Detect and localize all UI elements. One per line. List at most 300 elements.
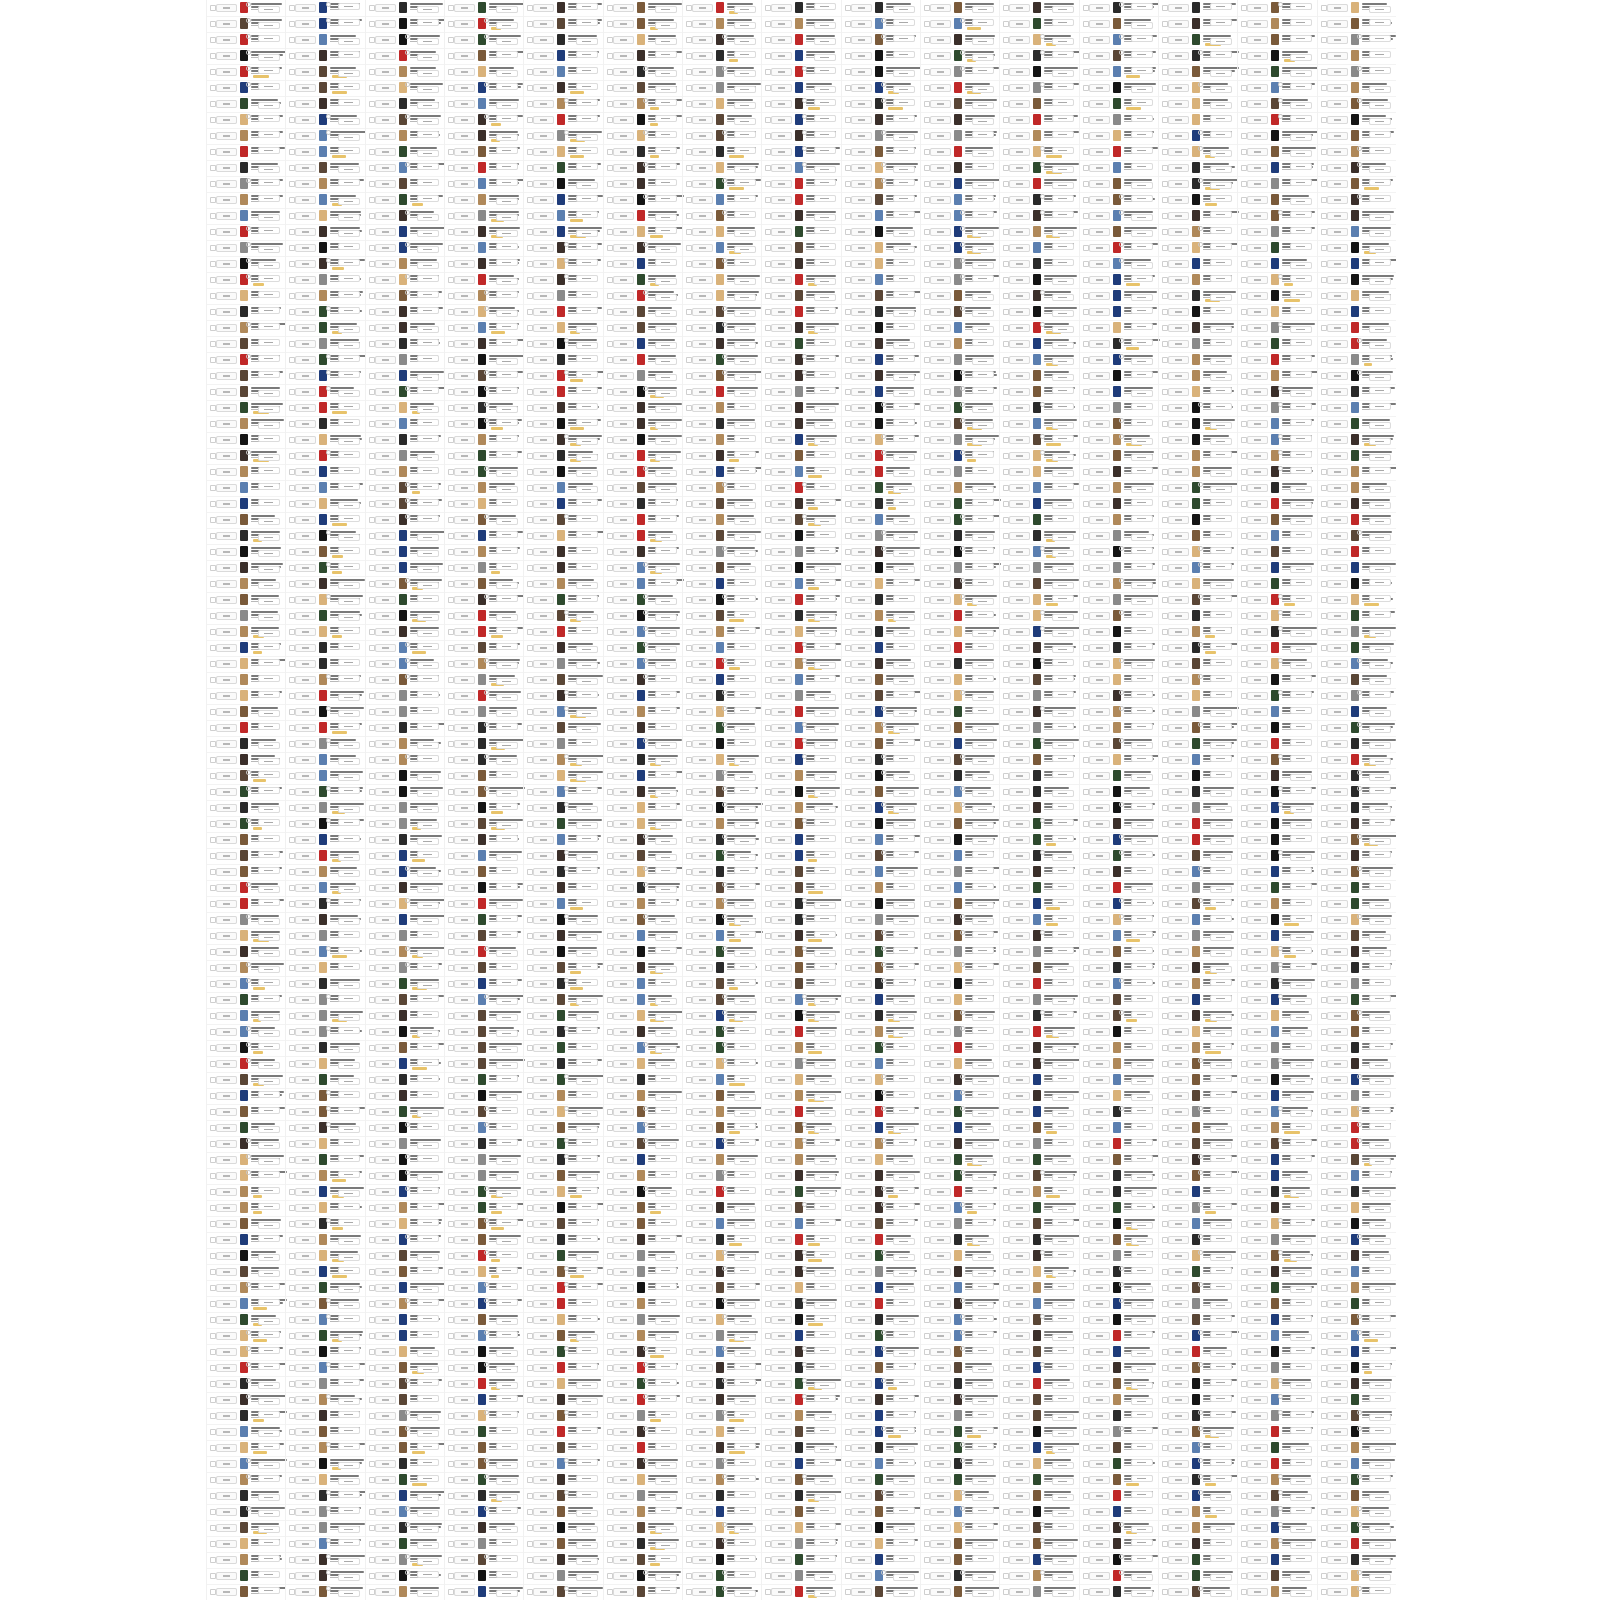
action-button[interactable] (338, 1046, 360, 1053)
table-row[interactable] (207, 1360, 286, 1377)
action-button[interactable] (338, 582, 360, 589)
action-button[interactable] (338, 598, 360, 605)
quantity-field[interactable] (295, 452, 316, 460)
table-row[interactable] (207, 48, 286, 65)
table-row[interactable] (207, 832, 286, 849)
quantity-field[interactable] (216, 980, 237, 988)
circle-icon[interactable] (326, 738, 331, 743)
table-row[interactable] (207, 1504, 286, 1521)
quantity-field[interactable] (216, 660, 237, 668)
table-row[interactable] (286, 1168, 365, 1185)
quantity-field[interactable] (216, 964, 237, 972)
product-thumbnail[interactable] (240, 546, 248, 557)
product-thumbnail[interactable] (319, 226, 327, 237)
product-thumbnail[interactable] (319, 1058, 327, 1069)
quantity-field[interactable] (295, 164, 316, 172)
product-thumbnail[interactable] (240, 578, 248, 589)
product-title[interactable] (251, 19, 282, 21)
quantity-field[interactable] (216, 900, 237, 908)
action-button[interactable] (338, 291, 360, 298)
quantity-field[interactable] (216, 772, 237, 780)
product-thumbnail[interactable] (240, 610, 248, 621)
quantity-field[interactable] (216, 1108, 237, 1116)
table-row[interactable] (207, 352, 286, 369)
quantity-field[interactable] (216, 1412, 237, 1420)
product-title[interactable] (330, 1043, 359, 1045)
product-thumbnail[interactable] (319, 66, 327, 77)
quantity-field[interactable] (295, 564, 316, 572)
table-row[interactable] (207, 1328, 286, 1345)
table-row[interactable] (207, 1136, 286, 1153)
action-button[interactable] (258, 934, 280, 941)
product-thumbnail[interactable] (240, 802, 248, 813)
table-row[interactable] (207, 624, 286, 641)
action-button[interactable] (338, 1155, 360, 1162)
table-row[interactable] (286, 1184, 365, 1201)
quantity-field[interactable] (295, 612, 316, 620)
table-row[interactable] (207, 736, 286, 753)
product-thumbnail[interactable] (240, 850, 248, 861)
product-thumbnail[interactable] (240, 1490, 248, 1501)
product-title[interactable] (251, 99, 278, 101)
action-button[interactable] (258, 166, 280, 173)
table-row[interactable] (286, 528, 365, 545)
action-button[interactable] (258, 435, 280, 442)
action-button[interactable] (338, 1126, 360, 1133)
product-title[interactable] (330, 67, 355, 69)
quantity-field[interactable] (295, 660, 316, 668)
quantity-field[interactable] (295, 580, 316, 588)
table-row[interactable] (286, 544, 365, 561)
quantity-field[interactable] (216, 596, 237, 604)
product-thumbnail[interactable] (240, 434, 248, 445)
action-button[interactable] (258, 115, 280, 122)
table-row[interactable] (286, 720, 365, 737)
product-title[interactable] (330, 1075, 354, 1077)
quantity-field[interactable] (216, 452, 237, 460)
action-button[interactable] (258, 566, 280, 573)
table-row[interactable] (286, 1216, 365, 1233)
quantity-field[interactable] (216, 996, 237, 1004)
product-thumbnail[interactable] (240, 1202, 248, 1213)
action-button[interactable] (338, 643, 360, 650)
action-button[interactable] (258, 1571, 280, 1578)
action-button[interactable] (338, 83, 360, 90)
quantity-field[interactable] (216, 1476, 237, 1484)
table-row[interactable] (286, 1152, 365, 1169)
action-button[interactable] (258, 1462, 280, 1469)
table-row[interactable] (207, 1024, 286, 1041)
quantity-field[interactable] (216, 1284, 237, 1292)
product-thumbnail[interactable] (240, 162, 248, 173)
table-row[interactable] (207, 272, 286, 289)
product-title[interactable] (251, 611, 278, 613)
table-row[interactable] (286, 128, 365, 145)
product-title[interactable] (251, 211, 280, 213)
action-button[interactable] (338, 419, 360, 426)
circle-icon[interactable] (326, 706, 331, 711)
quantity-field[interactable] (216, 1044, 237, 1052)
product-title[interactable] (251, 803, 279, 805)
quantity-field[interactable] (295, 372, 316, 380)
action-button[interactable] (258, 1411, 280, 1418)
action-button[interactable] (258, 1443, 280, 1450)
product-thumbnail[interactable] (240, 722, 248, 733)
table-row[interactable] (286, 656, 365, 673)
product-title[interactable] (251, 259, 276, 261)
product-thumbnail[interactable] (319, 466, 327, 477)
table-row[interactable] (286, 416, 365, 433)
table-row[interactable] (207, 1168, 286, 1185)
table-row[interactable] (286, 432, 365, 449)
product-title[interactable] (330, 691, 363, 693)
action-button[interactable] (258, 227, 280, 234)
quantity-field[interactable] (216, 244, 237, 252)
circle-icon[interactable] (326, 562, 331, 567)
action-button[interactable] (338, 963, 360, 970)
product-thumbnail[interactable] (319, 98, 327, 109)
action-button[interactable] (258, 499, 280, 506)
action-button[interactable] (258, 1270, 280, 1277)
product-thumbnail[interactable] (240, 1410, 248, 1421)
action-button[interactable] (258, 550, 280, 557)
quantity-field[interactable] (295, 852, 316, 860)
action-button[interactable] (258, 950, 280, 957)
table-row[interactable] (207, 1472, 286, 1489)
action-button[interactable] (258, 835, 280, 842)
table-row[interactable] (286, 368, 365, 385)
table-row[interactable] (207, 528, 286, 545)
product-thumbnail[interactable] (319, 1010, 327, 1021)
quantity-field[interactable] (216, 52, 237, 60)
action-button[interactable] (258, 630, 280, 637)
product-thumbnail[interactable] (240, 930, 248, 941)
quantity-field[interactable] (216, 404, 237, 412)
product-thumbnail[interactable] (240, 898, 248, 909)
table-row[interactable] (207, 752, 286, 769)
quantity-field[interactable] (216, 1556, 237, 1564)
action-button[interactable] (258, 1014, 280, 1021)
table-row[interactable] (286, 160, 365, 177)
action-button[interactable] (258, 1142, 280, 1149)
circle-icon[interactable] (326, 898, 331, 903)
action-button[interactable] (338, 342, 360, 349)
product-thumbnail[interactable] (240, 642, 248, 653)
action-button[interactable] (258, 35, 280, 42)
table-row[interactable] (207, 1440, 286, 1457)
product-title[interactable] (330, 1187, 364, 1189)
product-title[interactable] (330, 883, 355, 885)
table-row[interactable] (286, 240, 365, 257)
table-row[interactable] (286, 960, 365, 977)
table-row[interactable] (286, 672, 365, 689)
action-button[interactable] (338, 1062, 360, 1069)
quantity-field[interactable] (295, 548, 316, 556)
table-row[interactable] (286, 224, 365, 241)
product-thumbnail[interactable] (240, 562, 248, 573)
action-button[interactable] (338, 19, 360, 26)
quantity-field[interactable] (295, 356, 316, 364)
quantity-field[interactable] (216, 180, 237, 188)
action-button[interactable] (338, 198, 360, 205)
action-button[interactable] (258, 54, 280, 61)
table-row[interactable] (286, 928, 365, 945)
action-button[interactable] (258, 1398, 280, 1405)
action-button[interactable] (258, 1283, 280, 1290)
product-title[interactable] (251, 947, 279, 949)
quantity-field[interactable] (295, 308, 316, 316)
product-thumbnail[interactable] (240, 1250, 248, 1261)
table-row[interactable] (207, 80, 286, 97)
table-row[interactable] (286, 144, 365, 161)
action-button[interactable] (258, 643, 280, 650)
quantity-field[interactable] (216, 1028, 237, 1036)
product-thumbnail[interactable] (240, 514, 248, 525)
product-title[interactable] (251, 419, 284, 421)
quantity-field[interactable] (295, 964, 316, 972)
action-button[interactable] (258, 67, 280, 74)
product-thumbnail[interactable] (319, 642, 327, 653)
table-row[interactable] (207, 320, 286, 337)
quantity-field[interactable] (216, 196, 237, 204)
quantity-field[interactable] (216, 580, 237, 588)
action-button[interactable] (258, 147, 280, 154)
product-thumbnail[interactable] (319, 482, 327, 493)
product-thumbnail[interactable] (240, 1442, 248, 1453)
quantity-field[interactable] (295, 820, 316, 828)
table-row[interactable] (207, 448, 286, 465)
table-row[interactable] (207, 976, 286, 993)
quantity-field[interactable] (216, 820, 237, 828)
quantity-field[interactable] (295, 20, 316, 28)
table-row[interactable] (207, 64, 286, 81)
table-row[interactable] (286, 1088, 365, 1105)
quantity-field[interactable] (216, 132, 237, 140)
action-button[interactable] (258, 6, 280, 13)
table-row[interactable] (207, 960, 286, 977)
product-thumbnail[interactable] (240, 1266, 248, 1277)
action-button[interactable] (338, 326, 360, 333)
table-row[interactable] (207, 720, 286, 737)
quantity-field[interactable] (295, 260, 316, 268)
action-button[interactable] (338, 451, 360, 458)
action-button[interactable] (258, 195, 280, 202)
quantity-field[interactable] (295, 884, 316, 892)
product-title[interactable] (330, 1123, 355, 1125)
product-thumbnail[interactable] (240, 338, 248, 349)
product-title[interactable] (330, 227, 360, 229)
product-thumbnail[interactable] (319, 722, 327, 733)
quantity-field[interactable] (295, 596, 316, 604)
quantity-field[interactable] (295, 676, 316, 684)
action-button[interactable] (258, 582, 280, 589)
table-row[interactable] (207, 1040, 286, 1057)
circle-icon[interactable] (326, 946, 331, 951)
quantity-field[interactable] (295, 68, 316, 76)
quantity-field[interactable] (216, 260, 237, 268)
action-button[interactable] (258, 995, 280, 1002)
action-button[interactable] (258, 691, 280, 698)
quantity-field[interactable] (295, 980, 316, 988)
quantity-field[interactable] (295, 692, 316, 700)
table-row[interactable] (207, 1408, 286, 1425)
table-row[interactable] (286, 576, 365, 593)
table-row[interactable] (207, 1296, 286, 1313)
quantity-field[interactable] (295, 1076, 316, 1084)
product-title[interactable] (251, 707, 278, 709)
table-row[interactable] (207, 816, 286, 833)
circle-icon[interactable] (326, 130, 331, 135)
quantity-field[interactable] (216, 932, 237, 940)
quantity-field[interactable] (295, 292, 316, 300)
quantity-field[interactable] (216, 468, 237, 476)
quantity-field[interactable] (216, 1140, 237, 1148)
quantity-field[interactable] (295, 84, 316, 92)
action-button[interactable] (338, 1190, 360, 1197)
quantity-field[interactable] (216, 1588, 237, 1596)
product-thumbnail[interactable] (319, 322, 327, 333)
quantity-field[interactable] (295, 148, 316, 156)
table-row[interactable] (286, 256, 365, 273)
action-button[interactable] (258, 291, 280, 298)
table-row[interactable] (207, 192, 286, 209)
quantity-field[interactable] (295, 100, 316, 108)
action-button[interactable] (258, 1043, 280, 1050)
quantity-field[interactable] (216, 228, 237, 236)
quantity-field[interactable] (216, 788, 237, 796)
action-button[interactable] (338, 179, 360, 186)
product-title[interactable] (330, 803, 364, 805)
action-button[interactable] (258, 1331, 280, 1338)
table-row[interactable] (207, 512, 286, 529)
product-thumbnail[interactable] (319, 930, 327, 941)
table-row[interactable] (207, 32, 286, 49)
product-thumbnail[interactable] (319, 498, 327, 509)
product-title[interactable] (330, 163, 359, 165)
product-title[interactable] (251, 563, 283, 565)
table-row[interactable] (207, 1456, 286, 1473)
product-thumbnail[interactable] (240, 306, 248, 317)
product-title[interactable] (330, 851, 359, 853)
product-title[interactable] (330, 915, 357, 917)
quantity-field[interactable] (216, 1252, 237, 1260)
quantity-field[interactable] (295, 484, 316, 492)
product-thumbnail[interactable] (240, 1298, 248, 1309)
product-thumbnail[interactable] (240, 466, 248, 477)
table-row[interactable] (207, 704, 286, 721)
table-row[interactable] (207, 896, 286, 913)
action-button[interactable] (258, 534, 280, 541)
product-title[interactable] (251, 1267, 279, 1269)
product-thumbnail[interactable] (319, 50, 327, 61)
table-row[interactable] (207, 688, 286, 705)
quantity-field[interactable] (295, 116, 316, 124)
quantity-field[interactable] (295, 1044, 316, 1052)
quantity-field[interactable] (216, 1332, 237, 1340)
table-row[interactable] (286, 336, 365, 353)
quantity-field[interactable] (216, 1444, 237, 1452)
quantity-field[interactable] (216, 1220, 237, 1228)
quantity-field[interactable] (216, 852, 237, 860)
quantity-field[interactable] (295, 1140, 316, 1148)
circle-icon[interactable] (326, 1122, 331, 1127)
product-thumbnail[interactable] (319, 962, 327, 973)
product-thumbnail[interactable] (319, 274, 327, 285)
quantity-field[interactable] (216, 564, 237, 572)
quantity-field[interactable] (295, 420, 316, 428)
action-button[interactable] (258, 102, 280, 109)
table-row[interactable] (207, 208, 286, 225)
action-button[interactable] (338, 547, 360, 554)
quantity-field[interactable] (216, 4, 237, 12)
quantity-field[interactable] (295, 916, 316, 924)
action-button[interactable] (338, 614, 360, 621)
product-thumbnail[interactable] (240, 706, 248, 717)
table-row[interactable] (286, 704, 365, 721)
action-button[interactable] (338, 51, 360, 58)
quantity-field[interactable] (216, 708, 237, 716)
table-row[interactable] (207, 608, 286, 625)
table-row[interactable] (286, 1024, 365, 1041)
table-row[interactable] (207, 256, 286, 273)
action-button[interactable] (338, 774, 360, 781)
quantity-field[interactable] (216, 500, 237, 508)
product-title[interactable] (251, 163, 278, 165)
action-button[interactable] (338, 806, 360, 813)
action-button[interactable] (338, 899, 360, 906)
circle-icon[interactable] (326, 386, 331, 391)
product-thumbnail[interactable] (240, 674, 248, 685)
product-title[interactable] (251, 627, 279, 629)
table-row[interactable] (207, 544, 286, 561)
table-row[interactable] (286, 400, 365, 417)
action-button[interactable] (258, 1299, 280, 1306)
table-row[interactable] (207, 112, 286, 129)
action-button[interactable] (338, 390, 360, 397)
quantity-field[interactable] (216, 68, 237, 76)
action-button[interactable] (258, 1475, 280, 1482)
quantity-field[interactable] (216, 340, 237, 348)
action-button[interactable] (338, 854, 360, 861)
action-button[interactable] (338, 1027, 360, 1034)
action-button[interactable] (338, 563, 360, 570)
quantity-field[interactable] (295, 1060, 316, 1068)
table-row[interactable] (286, 448, 365, 465)
table-row[interactable] (286, 592, 365, 609)
table-row[interactable] (207, 912, 286, 929)
table-row[interactable] (286, 800, 365, 817)
quantity-field[interactable] (295, 1012, 316, 1020)
action-button[interactable] (338, 3, 360, 10)
product-title[interactable] (330, 755, 355, 757)
quantity-field[interactable] (216, 388, 237, 396)
table-row[interactable] (286, 48, 365, 65)
product-title[interactable] (251, 595, 279, 597)
action-button[interactable] (258, 131, 280, 138)
quantity-field[interactable] (216, 36, 237, 44)
table-row[interactable] (286, 784, 365, 801)
action-button[interactable] (338, 627, 360, 634)
action-button[interactable] (338, 147, 360, 154)
table-row[interactable] (207, 1568, 286, 1585)
product-thumbnail[interactable] (319, 1186, 327, 1197)
quantity-field[interactable] (216, 1124, 237, 1132)
quantity-field[interactable] (295, 740, 316, 748)
product-thumbnail[interactable] (319, 658, 327, 669)
table-row[interactable] (207, 144, 286, 161)
table-row[interactable] (207, 160, 286, 177)
action-button[interactable] (258, 422, 280, 429)
